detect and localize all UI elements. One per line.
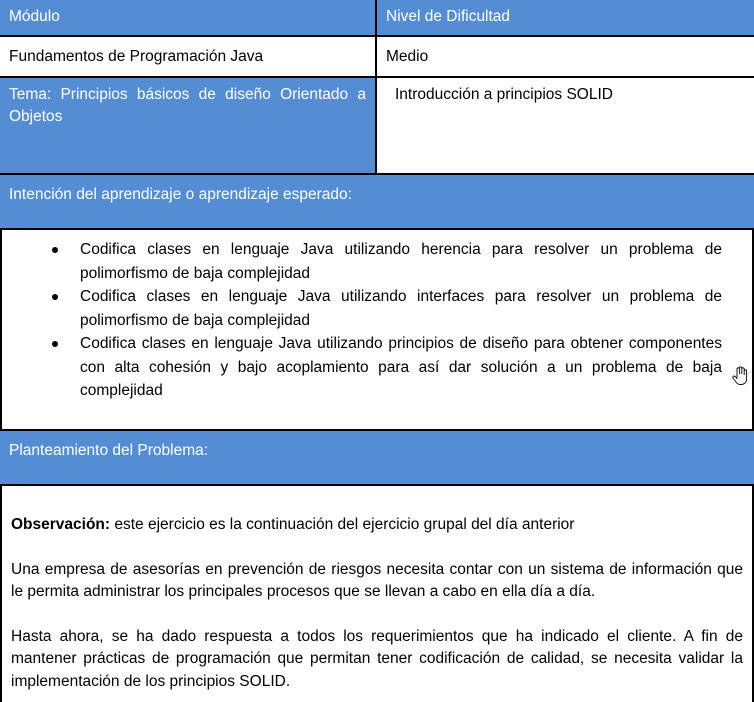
topic-value: Introducción a principios SOLID [395, 86, 613, 103]
problem-body [2, 486, 752, 702]
bullet-icon [52, 294, 58, 300]
difficulty-header-label: Nivel de Dificultad [386, 8, 511, 25]
problem-heading-cell [0, 431, 754, 484]
hand-pointer-icon [731, 366, 749, 386]
table-header-row [0, 0, 754, 37]
topic-row [0, 78, 754, 175]
learning-intent-item: Codifica clases en lenguaje Java utilizando interfaces para resolver un problema de polimorfismo de baja complejidad [80, 285, 722, 332]
difficulty-header-cell [377, 0, 754, 35]
problem-body-row [0, 486, 754, 702]
learning-intent-item: Codifica clases en lenguaje Java utilizando principios de diseño para obtener componentes con alta cohesión y bajo acoplamiento para así dar solución a un problema de baja complejidad [80, 332, 722, 403]
problem-header-row [0, 431, 754, 486]
topic-label-cell [0, 78, 377, 173]
learning-intent-body-row [0, 230, 754, 431]
observation-text: este ejercicio es la continuación del ejercicio grupal del día anterior [110, 516, 575, 533]
learning-intent-header-row [0, 175, 754, 230]
module-header-label: Módulo [9, 8, 60, 25]
module-header-cell [0, 0, 377, 35]
problem-paragraph: Una empresa de asesorías en prevención de riesgos necesita contar con un sistema de información que le permita administrar los principales procesos que se llevan a cabo en ella día a día. [11, 560, 743, 600]
difficulty-value-cell [377, 37, 754, 76]
observation-paragraph [11, 514, 743, 537]
topic-label: Tema: Principios básicos de diseño Orientado a Objetos [9, 86, 366, 125]
module-value: Fundamentos de Programación Java [9, 48, 264, 65]
bullet-icon [52, 341, 58, 347]
learning-intent-list [2, 230, 752, 429]
problem-paragraph: Hasta ahora, se ha dado respuesta a todos los requerimientos que ha indicado el cliente. A fin de mantener prácticas de programación que permitan tener codificación de calidad, se necesita validar la implementación de los principios SOLID. [11, 627, 743, 690]
learning-intent-heading-cell [0, 175, 754, 228]
learning-intent-item: Codifica clases en lenguaje Java utilizando herencia para resolver un problema de polimorfismo de baja complejidad [80, 238, 722, 285]
difficulty-value: Medio [386, 48, 429, 65]
module-value-cell [0, 37, 377, 76]
bullet-icon [52, 247, 58, 253]
topic-value-cell [377, 78, 754, 173]
problem-heading: Planteamiento del Problema: [9, 442, 209, 459]
module-row [0, 37, 754, 78]
learning-intent-heading: Intención del aprendizaje o aprendizaje esperado: [9, 186, 352, 203]
observation-label: Observación: [11, 516, 111, 533]
